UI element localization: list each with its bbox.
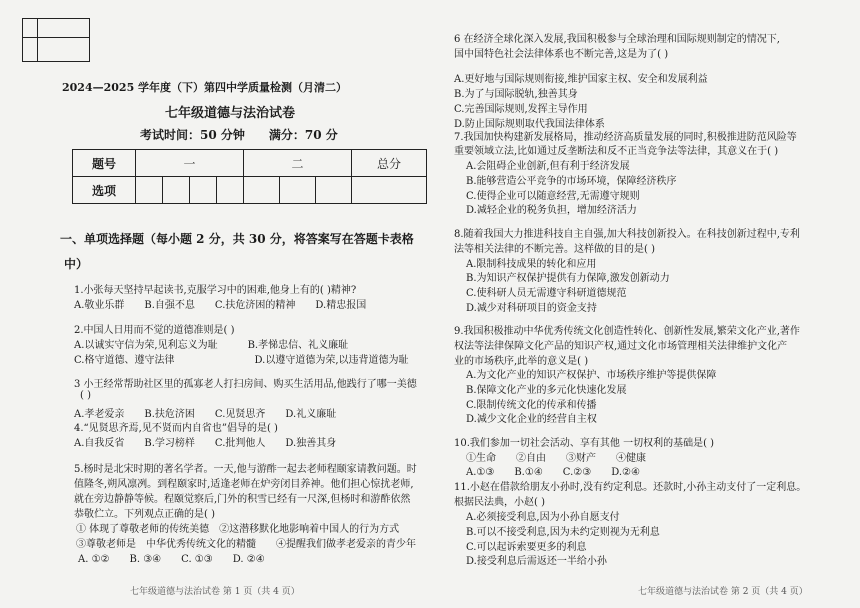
question-9-line-1: 9.我国积极推动中华优秀传统文化创造性转化、创新性发展,繁荣文化产业,著作 <box>454 326 800 337</box>
question-7-option-b: B.能够营造公平竞争的市场环境，保障经济秩序 <box>466 176 677 187</box>
score-cell <box>352 177 427 204</box>
score-table-section-2: 二 <box>243 150 351 177</box>
score-cell <box>216 177 243 204</box>
question-9-option-a: A.为文化产业的知识产权保护、市场秩序维护等提供保障 <box>466 370 717 381</box>
question-2: 2.中国人日用而不觉的道德准则是( ) <box>74 325 235 336</box>
question-11-option-a: A.必须接受利息,因为小孙自愿支付 <box>466 512 620 523</box>
question-7-option-a: A.会阻碍企业创新,但有利于经济发展 <box>466 161 630 172</box>
score-table <box>72 149 427 204</box>
question-8-option-c: C.使科研人员无需遵守科研道德规范 <box>466 288 627 299</box>
score-cell <box>243 177 279 204</box>
question-10-items: ①生命 ②自由 ③财产 ④健康 <box>466 453 646 464</box>
question-6-option-d: D.防止国际规则取代我国法律体系 <box>454 119 605 130</box>
question-7-line-2: 重要领域立法,比如通过反垄断法和反不正当竞争法等法律，其意义在于( ) <box>454 146 779 157</box>
subject-title: 七年级道德与法治试卷 <box>165 106 296 121</box>
score-table-total-label: 总分 <box>352 150 427 177</box>
question-2-options-cd: C.格守道德、遵守法律 D.以遵守道德为荣,以违背道德为耻 <box>74 355 409 366</box>
question-7-option-c: C.使得企业可以随意经营,无需遵守规则 <box>466 191 640 202</box>
question-3-options: A.孝老爱亲 B.扶危济困 C.见贤思齐 D.礼义廉耻 <box>74 409 337 420</box>
question-8-option-b: B.为知识产权保护提供有力保障,激发创新动力 <box>466 273 670 284</box>
question-5-line-4: 恭敬伫立。下列观点正确的是( ) <box>74 509 215 520</box>
question-1: 1.小张每天坚持早起读书,克服学习中的困难,他身上有的( )精神? <box>74 285 357 296</box>
question-8-option-a: A.限制科技成果的转化和应用 <box>466 259 597 270</box>
question-11-line-1: 11.小赵在借款给朋友小孙时,没有约定利息。还款时,小孙主动支付了一定利息。 <box>454 482 807 493</box>
binding-corner-box <box>22 18 90 62</box>
question-5-line-3: 就在旁边静静等候。程颐觉察后,门外的积雪已经有一尺深,但杨时和游酢依然 <box>74 494 411 505</box>
exam-header-line: 2024—2025 学年度（下）第四中学质量检测（月清二） <box>62 81 348 94</box>
question-7-line-1: 7.我国加快构建新发展格局，推动经济高质量发展的同时,积极推进防范风险等 <box>454 132 797 143</box>
score-cell <box>279 177 315 204</box>
question-5-options: A. ①② B. ③④ C. ①③ D. ②④ <box>78 554 265 565</box>
question-6-line-2: 国中国特色社会法律体系也不断完善,这是为了( ) <box>454 49 669 60</box>
question-11-line-2: 根据民法典，小赵( ) <box>454 497 545 508</box>
question-5-line-2: 值隆冬,朔风凛冽。到程颐家时,适逢老师在炉旁闭目养神。他们担心惊扰老师, <box>74 479 414 490</box>
score-cell <box>189 177 216 204</box>
question-3-paren: ( ) <box>80 390 91 401</box>
question-5-line-1: 5.杨时是北宋时期的著名学者。一天,他与游酢一起去老师程颐家请教问题。时 <box>74 464 417 475</box>
question-9-option-b: B.保障文化产业的多元化快速化发展 <box>466 385 627 396</box>
question-7-option-d: D.减轻企业的税务负担，增加经济活力 <box>466 205 637 216</box>
page-footer: 七年级道德与法治试卷 第 2 页（共 4 页） <box>638 587 808 597</box>
question-6-option-a: A.更好地与国际规则衔接,维护国家主权、安全和发展利益 <box>454 74 708 85</box>
question-6-option-c: C.完善国际规则,发挥主导作用 <box>454 104 588 115</box>
section-title: 一、单项选择题（每小题 2 分，共 30 分，将答案写在答题卡表格 <box>60 232 414 246</box>
score-cell <box>162 177 189 204</box>
question-9-option-c: C.限制传统文化的传承和传播 <box>466 400 597 411</box>
question-5-item-1: ① 体现了尊敬老师的传统美德 ②这潜移默化地影响着中国人的行为方式 <box>76 524 400 535</box>
score-cell <box>315 177 351 204</box>
score-cell <box>136 177 163 204</box>
question-2-options-ab: A.以诚实守信为荣,见利忘义为耻 B.孝悌忠信、礼义廉耻 <box>74 340 349 351</box>
question-6-option-b: B.为了与国际脱轨,独善其身 <box>454 89 578 100</box>
question-4: 4.“见贤思齐焉,见不贤而内自省也”倡导的是( ) <box>74 423 278 434</box>
question-11-option-c: C.可以起诉索要更多的利息 <box>466 542 587 553</box>
question-8-line-1: 8.随着我国大力推进科技自主自强,加大科技创新投入。在科技创新过程中,专利 <box>454 229 800 240</box>
question-11-option-d: D.接受利息后需返还一半给小孙 <box>466 556 607 567</box>
question-6-line-1: 6 在经济全球化深入发展,我国积极参与全球治理和国际规则制定的情况下, <box>454 34 780 45</box>
exam-info: 考试时间：50 分钟 满分：70 分 <box>140 128 338 142</box>
section-title-cont: 中） <box>64 257 89 271</box>
question-9-line-2: 权法等法律保障文化产品的知识产权,通过文化市场管理相关法律维护文化产 <box>454 341 788 352</box>
question-9-option-d: D.减少文化企业的经营自主权 <box>466 414 597 425</box>
page-footer: 七年级道德与法治试卷 第 1 页（共 4 页） <box>130 587 300 597</box>
question-9-line-3: 业的市场秩序,此举的意义是( ) <box>454 356 589 367</box>
exam-page-2 <box>440 0 860 608</box>
question-10: 10.我们参加一切社会活动、享有其他 一切权利的基础是( ) <box>454 438 715 449</box>
score-table-options-label: 选项 <box>73 177 136 204</box>
question-11-option-b: B.可以不接受利息,因为未约定则视为无利息 <box>466 527 660 538</box>
question-5-item-2: ③尊敬老师是 中华优秀传统文化的精髓 ④提醒我们做孝老爱亲的青少年 <box>76 539 416 550</box>
question-3: 3 小王经常帮助社区里的孤寡老人打扫房间、购买生活用品,他践行了哪一美德 <box>74 379 417 390</box>
question-8-option-d: D.减少对科研项目的资金支持 <box>466 303 597 314</box>
question-4-options: A.自我反省 B.学习榜样 C.批判他人 D.独善其身 <box>74 438 337 449</box>
score-table-header-label: 题号 <box>73 150 136 177</box>
question-8-line-2: 法等相关法律的不断完善。这样做的目的是( ) <box>454 244 655 255</box>
score-table-section-1: 一 <box>136 150 244 177</box>
question-1-options: A.敬业乐群 B.自强不息 C.扶危济困的精神 D.精忠报国 <box>74 300 367 311</box>
question-10-options: A.①③ B.①④ C.②③ D.②④ <box>466 467 640 478</box>
